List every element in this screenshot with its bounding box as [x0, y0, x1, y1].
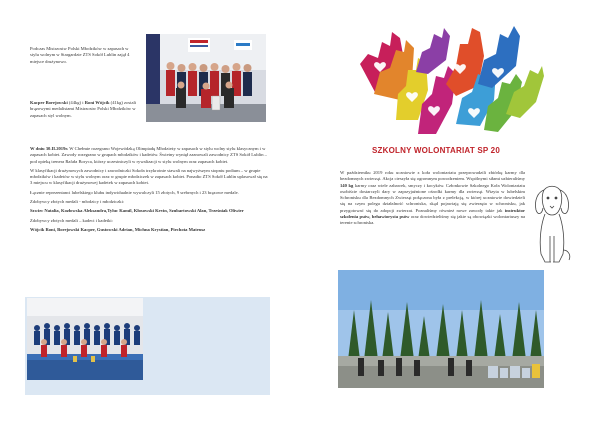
gold-heading-2: Zdobywcy złotych medali – kadeci i kadetki:: [30, 217, 113, 223]
volunteer-article: [340, 170, 525, 227]
article-amount: 140 kg: [340, 182, 354, 188]
shelter-photo: [338, 270, 544, 388]
intro-text: Podczas Mistrzostw Polski Młodzików w zapasach w stylu wolnym w Stargardzie ZTS Sokół Lublin zajął 4 miejsce drużynowo.: [30, 46, 130, 64]
athlete-1-name: Kacper Borejowski: [30, 100, 68, 105]
article-text-3: oraz dowiedzieliśmy się jakie są obowiązki wolontariuszy na terenie schroniska.: [340, 214, 525, 226]
gold-heading: Zdobywcy złotych medali - młodzicy i młodziczki:: [30, 199, 125, 205]
classification-paragraph: W klasyfikacji drużynowych zawodnicy i zawodniczki Sokoła trzykrotnie stawali na najwyższym stopniu podium – w grupie młodzików i kadetów w stylu wolnym oraz w grupie młodziczek w zapasach kobiet. Ponadto ZTS Sokół Lublin uplasował się na 3 miejscu w klasyfikacji drużynowej kadetek w zapasach kobiet.: [30, 167, 268, 186]
dog-sketch: [530, 180, 574, 270]
medalists-paragraph: [30, 100, 142, 119]
article-text-2: karmy oraz wiele zabawek, smyczy i kocyków. Członkowie Szkolnego Koła Wolontariatu osobiście dostarczyli dary w zaprzyjaźnione ośrodki karmy dla zwierząt. Wizyta w lubelskim Schronisku dla Bezdomnych Zwierząt połączona była z prelekcją, w której uczniowie dowiedzieli się na czym polega działalność schroniska, skąd pojawiają się zwierzęta w schronisku, jak przygotować się do adopcji zwierzat. Poznaliśmy również nowe zawody takie jak: [340, 182, 525, 213]
hands-illustration: [356, 24, 544, 136]
event-text: W Chełmie rozegrano Wojewódzką Olimpiadę Młodzieży w zapasach w stylu wolny stylu klasycznym i w zapasach kobiet. Zawody rozegrano w grupach młodzików i kadetów. Świetny wynięł zaznowali zawodnicy ZTS Sokół Lublin – pod opieką trenera Rafała Boryca, którzy uczestniczyli w rywalizacji w stylu wolnym oraz zapasach kobiet.: [30, 146, 267, 164]
event-paragraph: [30, 146, 270, 165]
group-photo: [27, 298, 143, 380]
medalists-text-1: (44kg) i: [67, 100, 85, 105]
article-text-1: W październiku 2019 roku uczniowie z koła wolontariatu przeprowadzili zbiórkę karmy dla bezdomnych zwierząt. Akcja cieszyła się ogromnym powodzeniem. Wspólnymi siłami uzbieraliśmy: [340, 170, 525, 182]
medalists-text-2: (41kg) zostali brązowymi medalistami Mistrzostw Polski Młodzików w zapasach styl wolnym.: [30, 100, 137, 118]
representatives-paragraph: Łącznie reprezentanci lubelskiego klubu indywidualnie wywalczyli 15 złotych, 9 srebrnych i 23 brązowe medale.: [30, 189, 239, 195]
volunteer-heading: SZKOLNY WOLONTARIAT SP 20: [372, 146, 500, 155]
gold-names: Szwiec Natalia, Kozłowska Aleksandra,Tyluc Kamil, Kłosowski Kevin, Szubartowski Alan, Trześniak Oliwier: [30, 208, 244, 214]
article-professions: instruktor szkolenia psów, behawiorysta psów: [340, 207, 525, 220]
athlete-2-name: Roni Wójcik: [84, 100, 110, 105]
event-date: W dniu 30.II.2019r.: [30, 146, 69, 151]
gold-names-2: Wójcik Roni, Borejowski Kacper, Gustowski Adrian, Michna Krystian, Piechota Mateusz: [30, 226, 206, 232]
olympiad-section: [30, 146, 270, 236]
intro-paragraph: [30, 46, 138, 65]
team-photo: [146, 34, 266, 122]
